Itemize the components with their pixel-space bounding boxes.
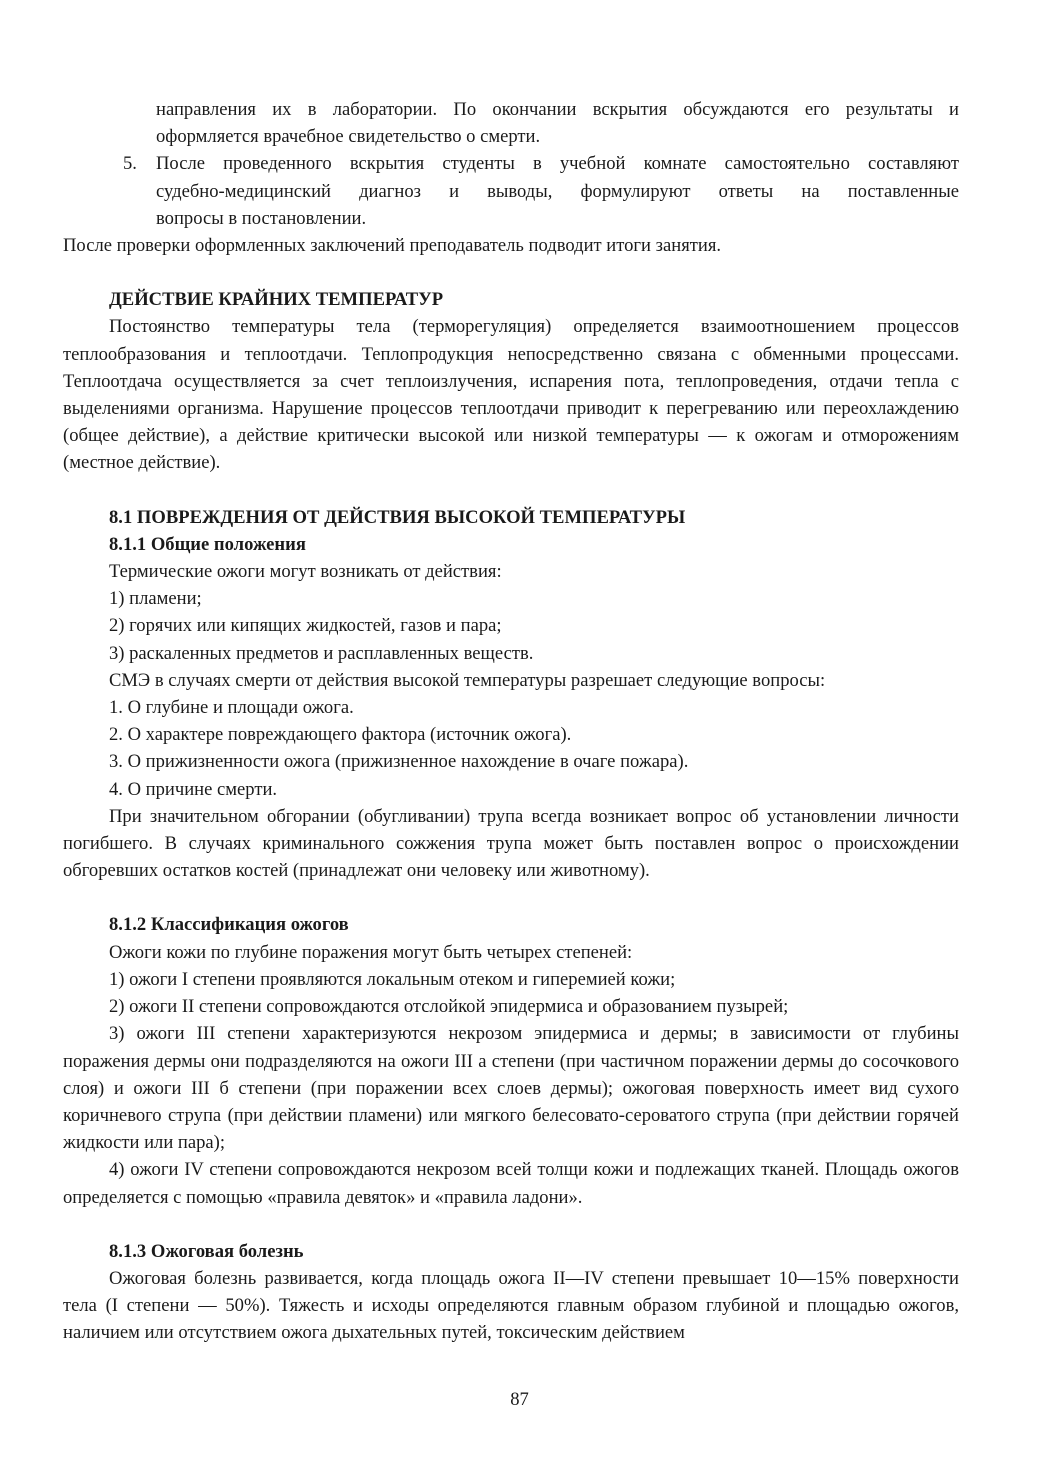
paragraph-thermoregulation: Постоянство температуры тела (терморегуляция) определяется взаимоотношением процессов теплообразования и теплоотдачи. Теплопродукция непосредственно связана с обменными процессами. Теплоотдача осуществляется за счет теплоизлучения, испарения пота, теплопроведения, отдачи тепла с выделениями организма. Нарушение процессов теплоотдачи приводит к перегреванию или переохлаждению (общее действие), а действие критически высокой или низкой температуры — к ожогам и отморожениям (местное действие). <box>63 316 959 474</box>
text-line: СМЭ в случаях смерти от действия высокой температуры разрешает следующие вопросы: <box>109 669 826 691</box>
heading-section-8-1-3: 8.1.3 Ожоговая болезнь <box>109 1240 304 1262</box>
paragraph-identification: При значительном обгорании (обугливании) трупа всегда возникает вопрос об установлении личности погибшего. В случаях криминального сожжения трупа может быть поставлен вопрос о происхождении обгоревших остатков костей (принадлежат они человеку или животному). <box>63 805 959 882</box>
list-item-5 <box>63 150 959 232</box>
paragraph-burn-degree-4: 4) ожоги IV степени сопровождаются некрозом всей толщи кожи и подлежащих тканей. Площадь ожогов определяется с помощью «правила девяток» и «правила ладони». <box>63 1159 959 1208</box>
paragraph-burn-degree-3: 3) ожоги III степени характеризуются некрозом эпидермиса и дермы; в зависимости от глубины поражения дермы они подразделяются на ожоги III а степени (при частичном поражении дермы до сосочкового слоя) и ожоги III б степени (при поражении всех слоев дермы); ожоговая поверхность имеет вид сухого коричневого струпа (при действии пламени) или мягкого белесовато-сероватого струпа (при действии горячей жидкости или пара); <box>63 1023 959 1154</box>
text-line: 3) раскаленных предметов и расплавленных веществ. <box>109 642 534 664</box>
paragraph-burn-disease: Ожоговая болезнь развивается, когда площадь ожога II—IV степени превышает 10—15% поверхности тела (I степени — 50%). Тяжесть и исходы определяются главным образом глубиной и площадью ожогов, наличием или отсутствием ожога дыхательных путей, токсическим действием <box>63 1267 959 1344</box>
text-line: Термические ожоги могут возникать от действия: <box>109 561 502 583</box>
page-body <box>63 96 959 1347</box>
heading-section-8-1: 8.1 ПОВРЕЖДЕНИЯ ОТ ДЕЙСТВИЯ ВЫСОКОЙ ТЕМПЕРАТУРЫ <box>109 506 686 528</box>
list-item-5-line-1: После проведенного вскрытия студенты в учебной комнате самостоятельно составляют <box>156 153 959 175</box>
text-line: 4. О причине смерти. <box>109 778 278 800</box>
continuation-line-1: направления их в лаборатории. По окончании вскрытия обсуждаются его результаты и <box>156 99 959 120</box>
text-line: 3. О прижизненности ожога (прижизненное нахождение в очаге пожара). <box>109 751 689 773</box>
text-line: 1) пламени; <box>109 588 202 610</box>
list-item-5-line-3: вопросы в постановлении. <box>156 207 367 229</box>
text-line: Ожоги кожи по глубине поражения могут быть четырех степеней: <box>109 941 633 963</box>
text-line: 2) ожоги II степени сопровождаются отслойкой эпидермиса и образованием пузырей; <box>109 996 789 1018</box>
heading-section-8-1-2: 8.1.2 Классификация ожогов <box>109 914 349 936</box>
text-line: 2) горячих или кипящих жидкостей, газов и пара; <box>109 615 502 637</box>
list-item-5-line-2: судебно-медицинский диагноз и выводы, формулируют ответы на поставленные <box>156 180 959 202</box>
heading-section-8-1-1: 8.1.1 Общие положения <box>109 533 306 555</box>
list-number: 5. <box>123 153 137 175</box>
continuation-line-2: оформляется врачебное свидетельство о смерти. <box>156 126 541 148</box>
page-number: 87 <box>510 1389 529 1410</box>
after-check-text: После проверки оформленных заключений преподаватель подводит итоги занятия. <box>63 235 722 257</box>
text-line: 1. О глубине и площади ожога. <box>109 697 354 719</box>
text-line: 1) ожоги I степени проявляются локальным отеком и гиперемией кожи; <box>109 968 676 990</box>
text-line: 2. О характере повреждающего фактора (источник ожога). <box>109 724 572 746</box>
heading-extreme-temperatures: ДЕЙСТВИЕ КРАЙНИХ ТЕМПЕРАТУР <box>109 289 444 311</box>
